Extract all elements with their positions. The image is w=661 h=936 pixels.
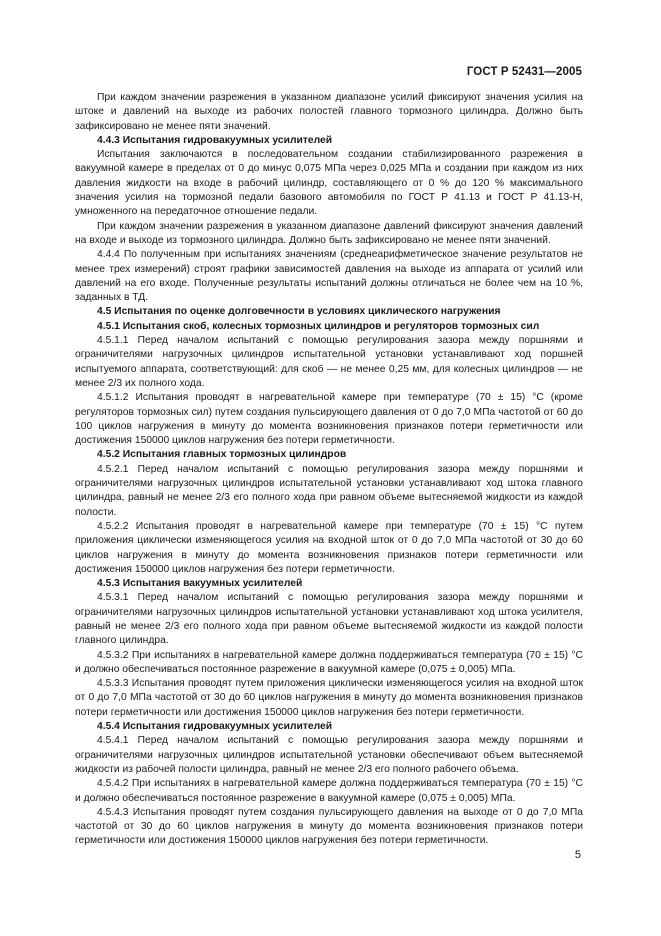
paragraph-4-5-1-1: 4.5.1.1 Перед началом испытаний с помощью регулирования зазора между поршнями и ограничителями нагрузочных цилиндров испытательной установки устанавливают ход поршней испытуемого аппарата, соответствующий: для скоб — не менее 0,25 мм, для колесных цилиндров — не менее 2/3 их полного хода. — [75, 335, 583, 389]
paragraph-4-5-3-2: 4.5.3.2 При испытаниях в нагревательной камере должна поддерживаться температура (70 ± 15) °С и должно обеспечиваться постоянное разрежение в вакуумной камере (0,075 ± 0,005) МПа. — [75, 649, 583, 675]
paragraph-4-5-2-2: 4.5.2.2 Испытания проводят в нагревательной камере при температуре (70 ± 15) °С путем приложения циклически изменяющегося усилия на входной шток от 0 до 7,0 МПа частотой от 30 до 60 циклов нагружения в минуту до момента возникновения признаков потери герметичности или достижения 150000 циклов нагружения без потери герметичности. — [75, 520, 583, 575]
document-body — [75, 91, 583, 849]
paragraph-4-5-3-3: 4.5.3.3 Испытания проводят путем приложения циклически изменяющегося усилия на входной шток от 0 до 7,0 МПа частотой от 30 до 60 циклов нагружения в минуту до момента возникновения признаков потери герметичности или достижения 150000 циклов нагружения без потери герметичности. — [75, 678, 583, 718]
section-heading-4-4-3: 4.4.3 Испытания гидровакуумных усилителей — [97, 134, 333, 146]
section-heading-4-5: 4.5 Испытания по оценке долговечности в условиях циклического нагружения — [97, 306, 501, 318]
paragraph: Испытания заключаются в последовательном создании стабилизированного разрежения в вакуумной камере в пределах от 0 до минус 0,075 МПа через 0,025 МПа и создании при каждом из них давления жидкости на входе в рабочий цилиндр, составляющего от 0 % до 120 % максимального значения усилия на тормозной педали базового автомобиля по ГОСТ Р 41.13 и ГОСТ Р 41.13-Н, умноженного на передаточное отношение педали. — [75, 149, 583, 218]
page-number: 5 — [574, 849, 581, 861]
document-standard-header: ГОСТ Р 52431—2005 — [466, 66, 582, 78]
paragraph-4-5-2-1: 4.5.2.1 Перед началом испытаний с помощью регулирования зазора между поршнями и ограничителями нагрузочных цилиндров испытательной установки устанавливают ход штока главного цилиндра, равный не менее 2/3 его полного хода при равном объеме вытесняемой жидкости из каждой полости. — [75, 463, 583, 518]
paragraph-4-4-4: 4.4.4 По полученным при испытаниях значениям (среднеарифметическое значение результатов не менее трех измерений) строят графики зависимостей давления на выходе из аппарата от усилий или давлений на его входе. Полученные результаты испытаний должны отличаться не более чем на 10 %, заданных в ТД. — [75, 249, 583, 304]
paragraph: При каждом значении разрежения в указанном диапазоне усилий фиксируют значения усилия на штоке и давлений на выходе из рабочих полостей главного тормозного цилиндра. Должно быть зафиксировано не менее пяти значений. — [75, 92, 583, 132]
section-heading-4-5-4: 4.5.4 Испытания гидровакуумных усилителей — [97, 721, 333, 733]
section-heading-4-5-1: 4.5.1 Испытания скоб, колесных тормозных цилиндров и регуляторов тормозных сил — [97, 320, 540, 332]
section-heading-4-5-3: 4.5.3 Испытания вакуумных усилителей — [97, 578, 303, 590]
paragraph-4-5-3-1: 4.5.3.1 Перед началом испытаний с помощью регулирования зазора между поршнями и ограничителями нагрузочных цилиндров испытательной установки устанавливают ход штока усилителя, равный не менее 2/3 его полного хода при равном объеме вытесняемой жидкости из каждой полости главного цилиндра. — [75, 592, 583, 647]
paragraph-4-5-4-2: 4.5.4.2 При испытаниях в нагревательной камере должна поддерживаться температура (70 ± 15) °С и должно обеспечиваться постоянное разрежение в вакуумной камере (0,075 ± 0,005) МПа. — [75, 778, 583, 804]
paragraph-4-5-4-1: 4.5.4.1 Перед началом испытаний с помощью регулирования зазора между поршнями и ограничителями нагрузочных цилиндров испытательной установки обеспечивают объем вытесняемой жидкости из рабочей полости цилиндра, равный не менее 2/3 его полного рабочего объема. — [75, 735, 583, 775]
paragraph-4-5-4-3: 4.5.4.3 Испытания проводят путем создания пульсирующего давления на выходе от 0 до 7,0 МПа частотой от 30 до 60 циклов нагружения в минуту до момента возникновения признаков потери герметичности или достижения 150000 циклов нагружения без потери герметичности. — [75, 806, 583, 847]
section-heading-4-5-2: 4.5.2 Испытания главных тормозных цилиндров — [97, 449, 347, 461]
paragraph-4-5-1-2: 4.5.1.2 Испытания проводят в нагревательной камере при температуре (70 ± 15) °С (кроме регуляторов тормозных сил) путем создания пульсирующего давления от 0 до 7,0 МПа частотой от 60 до 100 циклов нагружения в минуту до момента возникновения признаков потери герметичности или достижения 150000 циклов нагружения без потери герметичности. — [75, 392, 583, 447]
paragraph: При каждом значении разрежения в указанном диапазоне давлений фиксируют значения давлений на входе и выходе из тормозного цилиндра. Должно быть зафиксировано не менее пяти значений. — [75, 220, 583, 246]
